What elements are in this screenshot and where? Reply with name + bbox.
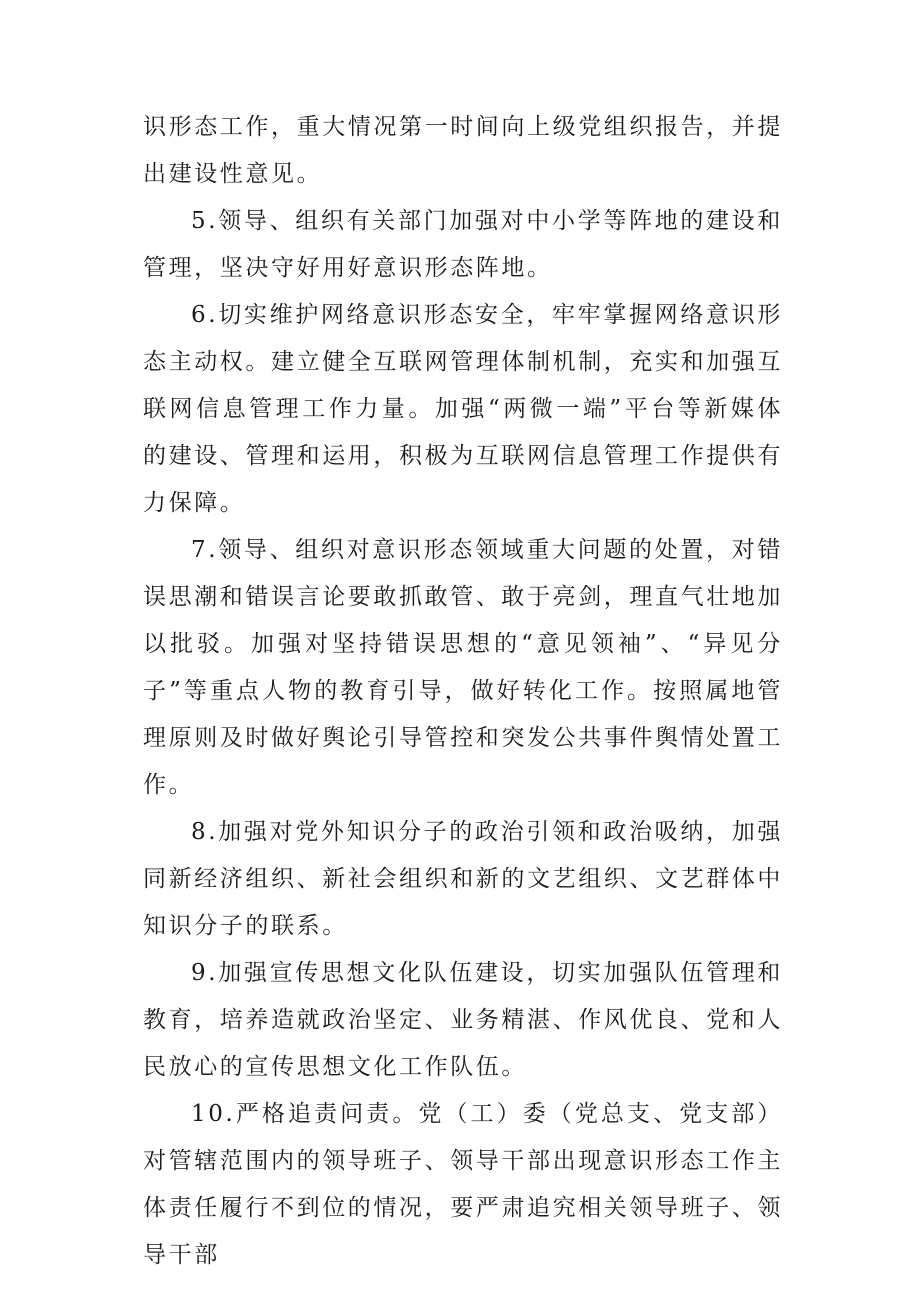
paragraph-item-7: 7.领导、组织对意识形态领域重大问题的处置，对错误思潮和错误言论要敢抓敢管、敢于亮剑，理直气壮地加以批驳。加强对坚持错误思想的“意见领袖”、“异见分子”等重点人物的教育引导，做好转化工作。按照属地管理原则及时做好舆论引导管控和突发公共事件舆情处置工作。 [143, 537, 783, 798]
paragraph-item-10: 10.严格追责问责。党（工）委（党总支、党支部）对管辖范围内的领导班子、领导干部出现意识形态工作主体责任履行不到位的情况，要严肃追究相关领导班子、领导干部 [143, 1101, 783, 1268]
paragraph-item-9: 9.加强宣传思想文化队伍建设，切实加强队伍管理和教育，培养造就政治坚定、业务精湛、作风优良、党和人民放心的宣传思想文化工作队伍。 [143, 960, 783, 1080]
document-body [143, 104, 783, 1279]
paragraph-item-5: 5.领导、组织有关部门加强对中小学等阵地的建设和管理，坚决守好用好意识形态阵地。 [143, 208, 783, 281]
paragraph-item-6: 6.切实维护网络意识形态安全，牢牢掌握网络意识形态主动权。建立健全互联网管理体制机制，充实和加强互联网信息管理工作力量。加强“两微一端”平台等新媒体的建设、管理和运用，积极为互联网信息管理工作提供有力保障。 [143, 302, 783, 516]
paragraph-continuation: 识形态工作，重大情况第一时间向上级党组织报告，并提出建设性意见。 [143, 114, 783, 187]
paragraph-item-8: 8.加强对党外知识分子的政治引领和政治吸纳，加强同新经济组织、新社会组织和新的文艺组织、文艺群体中知识分子的联系。 [143, 819, 783, 939]
